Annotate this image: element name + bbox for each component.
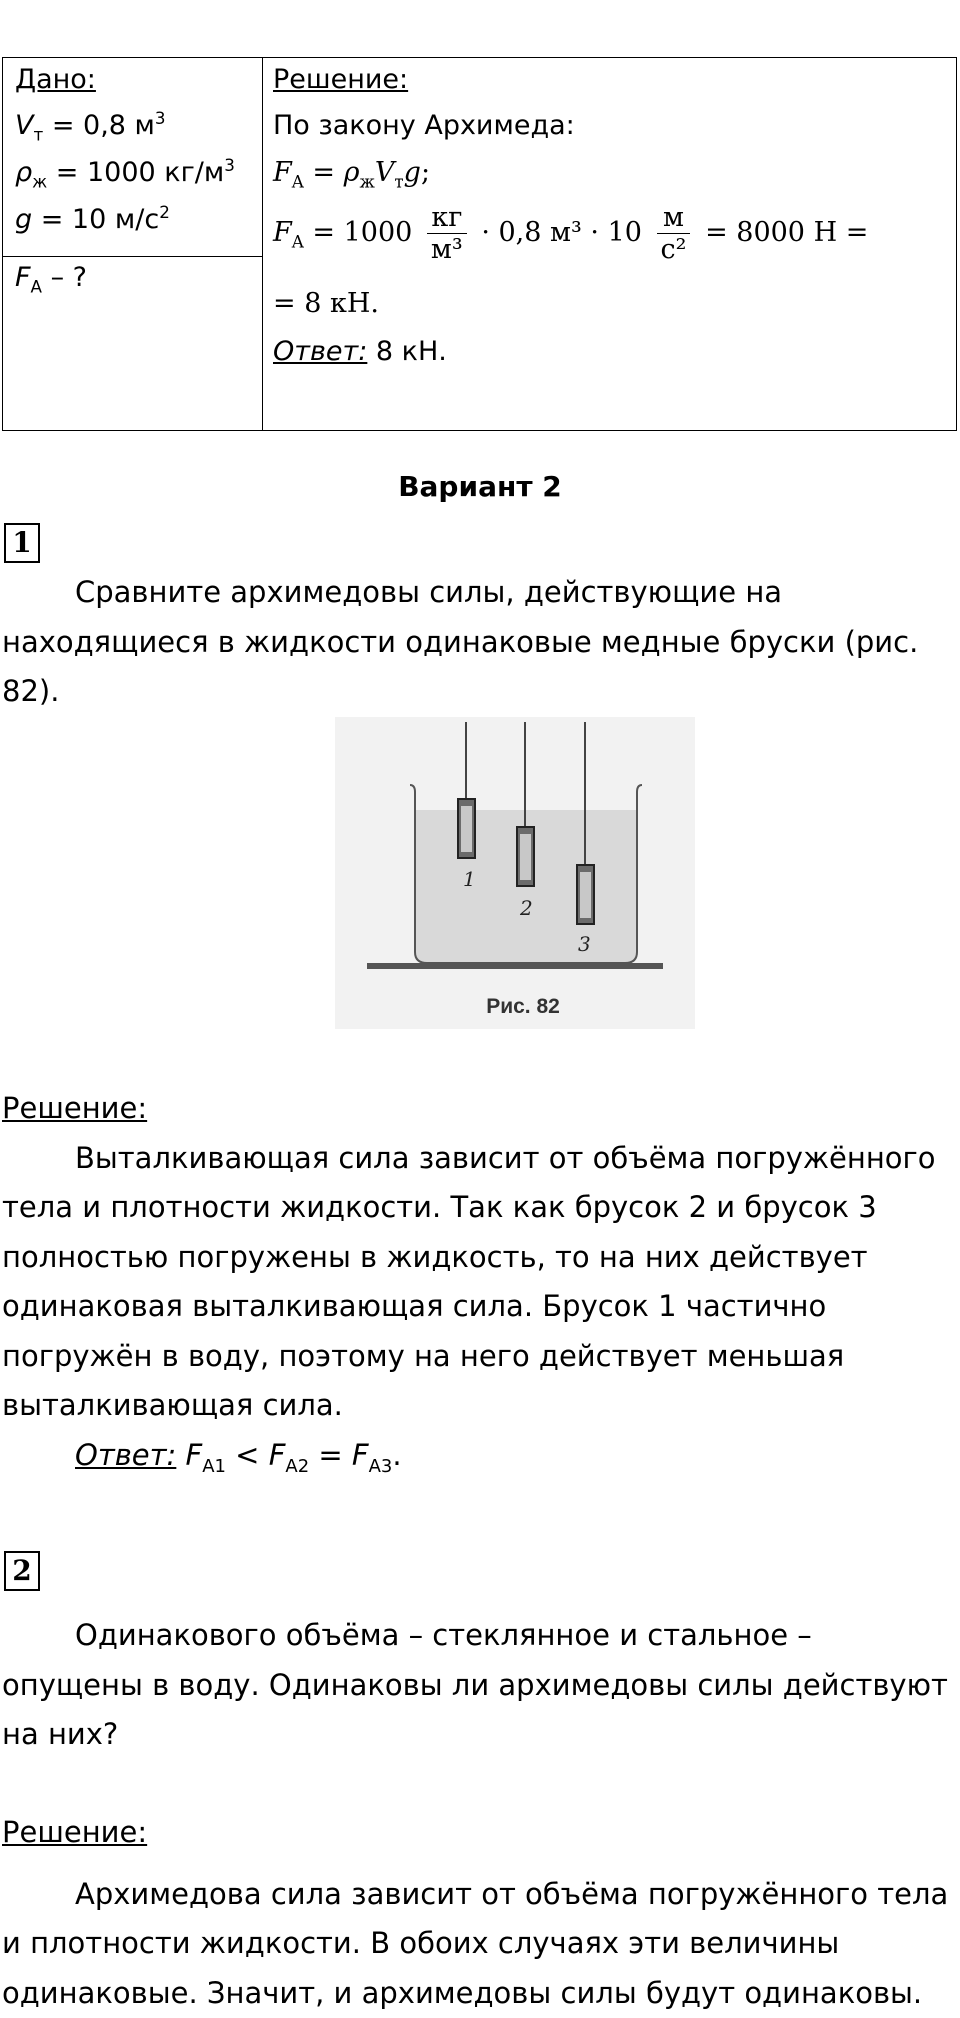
bar-label-3: 3 <box>578 932 591 956</box>
given-solution-table <box>2 57 957 431</box>
solution1-law: По закону Архимеда: <box>273 106 575 146</box>
task1-answer: Ответ: $F_{A1} < F_{A2} = F_{A3}$. <box>2 1431 957 1481</box>
task2-solution-title: Решение: <box>2 1815 147 1849</box>
solution1-title: Решение: <box>273 64 408 95</box>
bar-label-2: 2 <box>519 896 533 920</box>
bar-label-1: 1 <box>463 867 476 891</box>
table-surface <box>367 963 663 969</box>
task2-number: 2 <box>4 1551 40 1591</box>
given-volume: $V_т = 0,8$ $м^3$ <box>15 106 166 146</box>
formula-1: $F_A = \rho_жV_тg$; <box>273 153 430 193</box>
task2-solution-text: Архимедова сила зависит от объёма погружённого тела и плотности жидкости. В обоих случаях эти величины одинаковые. Значит, и архимедовы силы будут одинаковы. <box>2 1870 957 2018</box>
task1-text: Сравните архимедовы силы, действующие на находящиеся в жидкости одинаковые медные бруски (рис. 82). <box>2 568 957 717</box>
task1-solution-text: Выталкивающая сила зависит от объёма погружённого тела и плотности жидкости. Так как брусок 2 и брусок 3 полностью погружены в жидкость, то на них действует одинаковая выталкивающая сила. Брусок 1 частично погружён в воду, поэтому на него действует меньшая выталкивающая сила. <box>2 1134 957 1431</box>
figure-caption: Рис. 82 <box>486 995 560 1018</box>
formula-2: $F_A = 1000$ $\frac{кг}{\text{м³}}$ · 0,8 м³ · 10 $\frac{м}{\text{с²}}$ = 8000 Н = <box>273 196 868 270</box>
given-density: $\rho_ж = 1000$ $кг/м^3$ <box>15 153 235 193</box>
variant-heading: Вариант 2 <box>0 470 960 503</box>
beaker-illustration <box>335 717 695 1029</box>
solution-cell <box>263 58 957 431</box>
given-title: Дано: <box>15 64 96 95</box>
formula-3: = 8 кН. <box>273 284 379 324</box>
figure-82 <box>335 717 695 1029</box>
task2-solution <box>2 1808 957 2018</box>
task1-solution-title: Решение: <box>2 1091 147 1125</box>
given-cell <box>3 58 263 431</box>
task1-solution <box>2 1084 957 1480</box>
given-separator <box>3 256 262 257</box>
given-gravity: g = 10 $м/с^2$ <box>15 200 170 240</box>
solution1-answer: Ответ: 8 кН. <box>273 332 447 372</box>
task1-number: 1 <box>4 523 40 563</box>
task2-text: Одинакового объёма – стеклянное и стальное – опущены в воду. Одинаковы ли архимедовы силы действуют на них? <box>2 1611 957 1760</box>
given-find: $F_A$ – ? <box>15 258 87 298</box>
